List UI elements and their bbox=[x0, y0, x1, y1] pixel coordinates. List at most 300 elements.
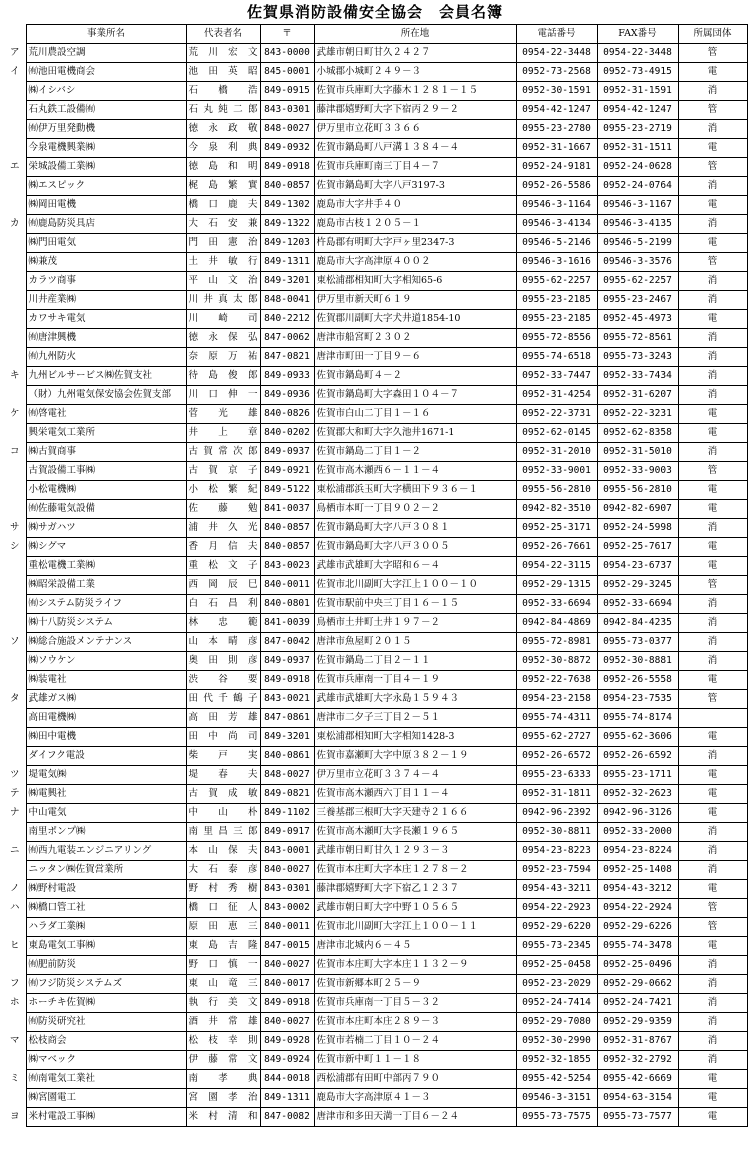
address: 佐賀市鍋島町大字森田１０４－７ bbox=[314, 386, 516, 405]
affiliation-group: 電 bbox=[678, 1089, 747, 1108]
address: 西松浦郡有田町中部丙７９０ bbox=[314, 1070, 516, 1089]
company-name: （財）九州電気保安協会佐賀支部 bbox=[26, 386, 186, 405]
representative-name: 大石安兼 bbox=[186, 215, 260, 234]
affiliation-group: 消 bbox=[678, 329, 747, 348]
fax-number: 0952-24-5998 bbox=[597, 519, 678, 538]
phone-number: 09546-5-2146 bbox=[516, 234, 597, 253]
address: 唐津市二夕子三丁目２－５１ bbox=[314, 709, 516, 728]
postal-code: 840-0011 bbox=[260, 576, 314, 595]
kana-index bbox=[4, 120, 26, 139]
postal-code: 849-0917 bbox=[260, 823, 314, 842]
fax-number: 0952-31-1591 bbox=[597, 82, 678, 101]
header-addr: 所在地 bbox=[314, 25, 516, 44]
kana-index: ホ bbox=[4, 994, 26, 1013]
representative-name: 古賀成敏 bbox=[186, 785, 260, 804]
representative-name: 柴戸実 bbox=[186, 747, 260, 766]
address: 佐賀市白山二丁目１－１６ bbox=[314, 405, 516, 424]
address: 佐賀市鍋島町八戸溝１３８４－４ bbox=[314, 139, 516, 158]
company-name: ㈲伊万里発動機 bbox=[26, 120, 186, 139]
postal-code: 840-0861 bbox=[260, 747, 314, 766]
phone-number: 0955-23-2185 bbox=[516, 291, 597, 310]
fax-number: 0954-23-6737 bbox=[597, 557, 678, 576]
postal-code: 849-0937 bbox=[260, 652, 314, 671]
phone-number: 0954-23-8223 bbox=[516, 842, 597, 861]
table-row bbox=[4, 158, 747, 177]
representative-name: 菅光雄 bbox=[186, 405, 260, 424]
affiliation-group: 管 bbox=[678, 158, 747, 177]
fax-number: 0952-25-7617 bbox=[597, 538, 678, 557]
kana-index bbox=[4, 310, 26, 329]
representative-name: 石丸純二郎 bbox=[186, 101, 260, 120]
representative-name: 池田英昭 bbox=[186, 63, 260, 82]
postal-code: 849-1102 bbox=[260, 804, 314, 823]
address: 佐賀市本庄町大字本庄１２７８－２ bbox=[314, 861, 516, 880]
postal-code: 849-1203 bbox=[260, 234, 314, 253]
fax-number: 0952-32-2623 bbox=[597, 785, 678, 804]
representative-name: 井上章 bbox=[186, 424, 260, 443]
table-row bbox=[4, 177, 747, 196]
kana-index bbox=[4, 481, 26, 500]
representative-name: 徳永政敬 bbox=[186, 120, 260, 139]
postal-code: 849-0937 bbox=[260, 443, 314, 462]
address: 鳥栖市本町一丁目９０２－２ bbox=[314, 500, 516, 519]
phone-number: 0955-74-4311 bbox=[516, 709, 597, 728]
fax-number: 0952-29-3245 bbox=[597, 576, 678, 595]
fax-number: 0954-42-1247 bbox=[597, 101, 678, 120]
address: 佐賀市鍋島町大字八戸3197-3 bbox=[314, 177, 516, 196]
affiliation-group: 消 bbox=[678, 595, 747, 614]
phone-number: 0952-31-1811 bbox=[516, 785, 597, 804]
address: 東松浦郡相知町大字相知1428-3 bbox=[314, 728, 516, 747]
fax-number: 0952-31-1511 bbox=[597, 139, 678, 158]
phone-number: 0952-33-7447 bbox=[516, 367, 597, 386]
affiliation-group: 消 bbox=[678, 994, 747, 1013]
representative-name: 重松文子 bbox=[186, 557, 260, 576]
phone-number: 0955-56-2810 bbox=[516, 481, 597, 500]
representative-name: 徳島和明 bbox=[186, 158, 260, 177]
representative-name: 川井真太郎 bbox=[186, 291, 260, 310]
fax-number: 0955-72-8561 bbox=[597, 329, 678, 348]
postal-code: 840-0027 bbox=[260, 1013, 314, 1032]
affiliation-group: 電 bbox=[678, 1070, 747, 1089]
postal-code: 849-0918 bbox=[260, 158, 314, 177]
affiliation-group: 消 bbox=[678, 291, 747, 310]
table-row bbox=[4, 443, 747, 462]
table-row bbox=[4, 937, 747, 956]
affiliation-group: 消 bbox=[678, 747, 747, 766]
kana-index: サ bbox=[4, 519, 26, 538]
phone-number: 09546-3-3151 bbox=[516, 1089, 597, 1108]
address: 武雄市武雄町大字昭和６－４ bbox=[314, 557, 516, 576]
kana-index: キ bbox=[4, 367, 26, 386]
fax-number: 0952-26-5558 bbox=[597, 671, 678, 690]
kana-index: フ bbox=[4, 975, 26, 994]
kana-index bbox=[4, 139, 26, 158]
phone-number: 0942-82-3510 bbox=[516, 500, 597, 519]
phone-number: 0955-62-2257 bbox=[516, 272, 597, 291]
address: 藤津郡嬉野町大字下宿丙２９－２ bbox=[314, 101, 516, 120]
affiliation-group: 電 bbox=[678, 310, 747, 329]
table-row bbox=[4, 253, 747, 272]
address: 佐賀市高木瀬西六丁目１１－４ bbox=[314, 785, 516, 804]
fax-number: 0952-31-5010 bbox=[597, 443, 678, 462]
address: 東松浦郡相知町大字相知65-6 bbox=[314, 272, 516, 291]
affiliation-group: 消 bbox=[678, 215, 747, 234]
company-name: 荒川農設空調 bbox=[26, 44, 186, 63]
table-row bbox=[4, 994, 747, 1013]
kana-index: イ bbox=[4, 63, 26, 82]
affiliation-group: 管 bbox=[678, 899, 747, 918]
representative-name: 待島俊郎 bbox=[186, 367, 260, 386]
postal-code: 840-0027 bbox=[260, 861, 314, 880]
address: 佐賀市兵庫町南三丁目４－７ bbox=[314, 158, 516, 177]
kana-index bbox=[4, 1013, 26, 1032]
table-row bbox=[4, 386, 747, 405]
fax-number: 0952-26-6592 bbox=[597, 747, 678, 766]
address: 伊万里市立花町３３７４－４ bbox=[314, 766, 516, 785]
table-row bbox=[4, 899, 747, 918]
phone-number: 0955-73-7575 bbox=[516, 1108, 597, 1127]
kana-index bbox=[4, 272, 26, 291]
postal-code: 843-0001 bbox=[260, 842, 314, 861]
fax-number: 0955-62-2257 bbox=[597, 272, 678, 291]
company-name: ㈱橋口管工社 bbox=[26, 899, 186, 918]
fax-number: 0954-22-2924 bbox=[597, 899, 678, 918]
phone-number: 0955-23-2185 bbox=[516, 310, 597, 329]
fax-number: 0952-31-8767 bbox=[597, 1032, 678, 1051]
table-row bbox=[4, 785, 747, 804]
affiliation-group: 電 bbox=[678, 405, 747, 424]
table-row bbox=[4, 215, 747, 234]
postal-code: 849-1322 bbox=[260, 215, 314, 234]
table-row bbox=[4, 690, 747, 709]
address: 鹿島市大字高津原４００２ bbox=[314, 253, 516, 272]
fax-number: 0942-96-3126 bbox=[597, 804, 678, 823]
postal-code: 849-1311 bbox=[260, 1089, 314, 1108]
phone-number: 0952-29-6220 bbox=[516, 918, 597, 937]
postal-code: 844-0018 bbox=[260, 1070, 314, 1089]
address: 鹿島市大字高津原４１－３ bbox=[314, 1089, 516, 1108]
address: 佐賀市嘉瀬町大字中原３８２－１９ bbox=[314, 747, 516, 766]
company-name: ㈲鹿島防災具店 bbox=[26, 215, 186, 234]
fax-number: 0952-25-0496 bbox=[597, 956, 678, 975]
table-row bbox=[4, 367, 747, 386]
affiliation-group: 管 bbox=[678, 101, 747, 120]
affiliation-group: 電 bbox=[678, 139, 747, 158]
table-row bbox=[4, 880, 747, 899]
company-name: 堤電気㈱ bbox=[26, 766, 186, 785]
phone-number: 0952-32-1855 bbox=[516, 1051, 597, 1070]
representative-name: 中山朴 bbox=[186, 804, 260, 823]
affiliation-group: 消 bbox=[678, 614, 747, 633]
address: 佐賀市若楠二丁目１０－２４ bbox=[314, 1032, 516, 1051]
header-name: 事業所名 bbox=[26, 25, 186, 44]
address: 鹿島市古枝１２０５－１ bbox=[314, 215, 516, 234]
kana-index bbox=[4, 234, 26, 253]
fax-number: 0952-32-2792 bbox=[597, 1051, 678, 1070]
postal-code: 847-0861 bbox=[260, 709, 314, 728]
table-row bbox=[4, 234, 747, 253]
fax-number: 0952-25-1408 bbox=[597, 861, 678, 880]
company-name: ㈱田中電機 bbox=[26, 728, 186, 747]
table-row bbox=[4, 310, 747, 329]
affiliation-group: 管 bbox=[678, 918, 747, 937]
company-name: ㈱ソウケン bbox=[26, 652, 186, 671]
phone-number: 0954-22-3448 bbox=[516, 44, 597, 63]
fax-number: 0952-31-6207 bbox=[597, 386, 678, 405]
company-name: ニッタン㈱佐賀営業所 bbox=[26, 861, 186, 880]
fax-number: 0952-62-8358 bbox=[597, 424, 678, 443]
company-name: ㈱兼茂 bbox=[26, 253, 186, 272]
representative-name: 平山文治 bbox=[186, 272, 260, 291]
phone-number: 0952-62-0145 bbox=[516, 424, 597, 443]
affiliation-group: 消 bbox=[678, 842, 747, 861]
company-name: ㈲西九電装エンジニアリング bbox=[26, 842, 186, 861]
table-row bbox=[4, 82, 747, 101]
fax-number: 0954-22-3448 bbox=[597, 44, 678, 63]
company-name: ㈱古賀商事 bbox=[26, 443, 186, 462]
table-row bbox=[4, 1108, 747, 1127]
table-row bbox=[4, 139, 747, 158]
phone-number: 0952-23-2029 bbox=[516, 975, 597, 994]
postal-code: 840-0826 bbox=[260, 405, 314, 424]
kana-index: ニ bbox=[4, 842, 26, 861]
postal-code: 847-0015 bbox=[260, 937, 314, 956]
company-name: ㈱電興社 bbox=[26, 785, 186, 804]
postal-code: 849-0928 bbox=[260, 1032, 314, 1051]
kana-index bbox=[4, 576, 26, 595]
kana-index bbox=[4, 595, 26, 614]
affiliation-group: 消 bbox=[678, 956, 747, 975]
address: 佐賀市兵庫南一丁目５－３２ bbox=[314, 994, 516, 1013]
company-name: ㈲システム防災ライフ bbox=[26, 595, 186, 614]
kana-index: ヒ bbox=[4, 937, 26, 956]
table-row bbox=[4, 1013, 747, 1032]
kana-index bbox=[4, 82, 26, 101]
address: 佐賀市鍋島町大字八戸３００５ bbox=[314, 538, 516, 557]
postal-code: 840-0011 bbox=[260, 918, 314, 937]
kana-index: マ bbox=[4, 1032, 26, 1051]
fax-number: 0952-30-8881 bbox=[597, 652, 678, 671]
fax-number: 0952-22-3231 bbox=[597, 405, 678, 424]
table-row bbox=[4, 557, 747, 576]
fax-number: 0954-23-7535 bbox=[597, 690, 678, 709]
affiliation-group: 電 bbox=[678, 804, 747, 823]
representative-name: 土井敏行 bbox=[186, 253, 260, 272]
company-name: ㈱岡田電機 bbox=[26, 196, 186, 215]
fax-number: 0955-56-2810 bbox=[597, 481, 678, 500]
phone-number: 0954-22-3115 bbox=[516, 557, 597, 576]
address: 佐賀市駅前中央三丁目１６－１５ bbox=[314, 595, 516, 614]
company-name: ㈱サガハツ bbox=[26, 519, 186, 538]
representative-name: 浦井久光 bbox=[186, 519, 260, 538]
kana-index bbox=[4, 918, 26, 937]
address: 佐賀市本庄町本庄２８９－３ bbox=[314, 1013, 516, 1032]
affiliation-group: 消 bbox=[678, 823, 747, 842]
representative-name: 野口慎一 bbox=[186, 956, 260, 975]
table-row bbox=[4, 709, 747, 728]
kana-index: エ bbox=[4, 158, 26, 177]
company-name: ㈱昭栄設備工業 bbox=[26, 576, 186, 595]
phone-number: 0955-73-2345 bbox=[516, 937, 597, 956]
address: 唐津市北城内６－４５ bbox=[314, 937, 516, 956]
phone-number: 0942-84-4869 bbox=[516, 614, 597, 633]
affiliation-group: 消 bbox=[678, 348, 747, 367]
affiliation-group: 電 bbox=[678, 766, 747, 785]
phone-number: 0952-29-1315 bbox=[516, 576, 597, 595]
table-row bbox=[4, 1051, 747, 1070]
affiliation-group: 電 bbox=[678, 424, 747, 443]
affiliation-group: 電 bbox=[678, 557, 747, 576]
postal-code: 849-3201 bbox=[260, 728, 314, 747]
phone-number: 0952-30-8872 bbox=[516, 652, 597, 671]
affiliation-group: 電 bbox=[678, 234, 747, 253]
company-name: ㈱野村電設 bbox=[26, 880, 186, 899]
fax-number: 0955-62-3606 bbox=[597, 728, 678, 747]
phone-number: 0954-22-2923 bbox=[516, 899, 597, 918]
postal-code: 849-0915 bbox=[260, 82, 314, 101]
representative-name: 川口伸一 bbox=[186, 386, 260, 405]
kana-index: ツ bbox=[4, 766, 26, 785]
representative-name: 古賀常次郎 bbox=[186, 443, 260, 462]
company-name: 九州ビルサービス㈱佐賀支社 bbox=[26, 367, 186, 386]
affiliation-group: 電 bbox=[678, 196, 747, 215]
fax-number: 0952-29-9359 bbox=[597, 1013, 678, 1032]
table-row bbox=[4, 576, 747, 595]
phone-number: 09546-3-1616 bbox=[516, 253, 597, 272]
kana-index bbox=[4, 728, 26, 747]
representative-name: 伊藤常文 bbox=[186, 1051, 260, 1070]
kana-index bbox=[4, 329, 26, 348]
postal-code: 840-0202 bbox=[260, 424, 314, 443]
phone-number: 0952-33-6694 bbox=[516, 595, 597, 614]
kana-index bbox=[4, 614, 26, 633]
representative-name: 門田憲治 bbox=[186, 234, 260, 253]
phone-number: 0952-31-1667 bbox=[516, 139, 597, 158]
fax-number: 0955-23-1711 bbox=[597, 766, 678, 785]
kana-index: ハ bbox=[4, 899, 26, 918]
company-name: 武雄ガス㈱ bbox=[26, 690, 186, 709]
representative-name: 香月信夫 bbox=[186, 538, 260, 557]
postal-code: 840-0801 bbox=[260, 595, 314, 614]
affiliation-group: 消 bbox=[678, 386, 747, 405]
table-row bbox=[4, 405, 747, 424]
kana-index: シ bbox=[4, 538, 26, 557]
fax-number: 0952-33-6694 bbox=[597, 595, 678, 614]
affiliation-group: 管 bbox=[678, 462, 747, 481]
table-row bbox=[4, 1070, 747, 1089]
kana-index: ケ bbox=[4, 405, 26, 424]
phone-number: 0942-96-2392 bbox=[516, 804, 597, 823]
header-tel: 電話番号 bbox=[516, 25, 597, 44]
fax-number: 0942-82-6907 bbox=[597, 500, 678, 519]
affiliation-group: 電 bbox=[678, 538, 747, 557]
fax-number: 09546-3-3576 bbox=[597, 253, 678, 272]
address: 藤津郡嬉野町大字下宿乙１２３７ bbox=[314, 880, 516, 899]
affiliation-group bbox=[678, 709, 747, 728]
affiliation-group: 消 bbox=[678, 519, 747, 538]
postal-code: 840-0027 bbox=[260, 956, 314, 975]
address: 佐賀市鍋島町４－２ bbox=[314, 367, 516, 386]
company-name: ㈱宮園電工 bbox=[26, 1089, 186, 1108]
phone-number: 0955-42-5254 bbox=[516, 1070, 597, 1089]
phone-number: 0952-25-0458 bbox=[516, 956, 597, 975]
affiliation-group: 消 bbox=[678, 443, 747, 462]
phone-number: 0952-73-2568 bbox=[516, 63, 597, 82]
address: 鹿島市大字井手４０ bbox=[314, 196, 516, 215]
kana-index: ヨ bbox=[4, 1108, 26, 1127]
representative-name: 古賀京子 bbox=[186, 462, 260, 481]
affiliation-group: 電 bbox=[678, 1108, 747, 1127]
postal-code: 849-0936 bbox=[260, 386, 314, 405]
representative-name: 堤春夫 bbox=[186, 766, 260, 785]
company-name: ハラダ工業㈱ bbox=[26, 918, 186, 937]
phone-number: 0952-26-7661 bbox=[516, 538, 597, 557]
phone-number: 09546-3-1164 bbox=[516, 196, 597, 215]
fax-number: 09546-3-1167 bbox=[597, 196, 678, 215]
postal-code: 847-0821 bbox=[260, 348, 314, 367]
company-name: 古賀設備工事㈱ bbox=[26, 462, 186, 481]
header-row bbox=[4, 25, 747, 44]
postal-code: 849-0924 bbox=[260, 1051, 314, 1070]
affiliation-group: 電 bbox=[678, 785, 747, 804]
table-row bbox=[4, 424, 747, 443]
table-row bbox=[4, 804, 747, 823]
affiliation-group: 消 bbox=[678, 272, 747, 291]
header-rep: 代表者名 bbox=[186, 25, 260, 44]
address: 三養基郡三根町大字天建寺２１６６ bbox=[314, 804, 516, 823]
table-row bbox=[4, 747, 747, 766]
fax-number: 0954-43-3212 bbox=[597, 880, 678, 899]
phone-number: 0952-26-5586 bbox=[516, 177, 597, 196]
affiliation-group: 消 bbox=[678, 861, 747, 880]
table-row bbox=[4, 519, 747, 538]
address: 佐賀郡大和町大字久池井1671-1 bbox=[314, 424, 516, 443]
affiliation-group: 電 bbox=[678, 880, 747, 899]
table-row bbox=[4, 462, 747, 481]
table-row bbox=[4, 1032, 747, 1051]
representative-name: 奈原万祐 bbox=[186, 348, 260, 367]
postal-code: 847-0062 bbox=[260, 329, 314, 348]
address: 唐津市魚屋町２０１５ bbox=[314, 633, 516, 652]
postal-code: 849-0933 bbox=[260, 367, 314, 386]
table-row bbox=[4, 595, 747, 614]
fax-number: 0955-73-3243 bbox=[597, 348, 678, 367]
representative-name: 西岡辰巳 bbox=[186, 576, 260, 595]
company-name: ㈲池田電機商会 bbox=[26, 63, 186, 82]
company-name: 興栄電気工業所 bbox=[26, 424, 186, 443]
page-title: 佐賀県消防設備安全協会 会員名簿 bbox=[246, 3, 503, 21]
postal-code: 847-0082 bbox=[260, 1108, 314, 1127]
representative-name: 橋口鹿夫 bbox=[186, 196, 260, 215]
representative-name: 林忠範 bbox=[186, 614, 260, 633]
address: 武雄市朝日町大字中野１０５６５ bbox=[314, 899, 516, 918]
fax-number: 0952-73-4915 bbox=[597, 63, 678, 82]
phone-number: 0954-43-3211 bbox=[516, 880, 597, 899]
representative-name: 佐藤勉 bbox=[186, 500, 260, 519]
header-group: 所属団体 bbox=[678, 25, 747, 44]
phone-number: 0952-22-3731 bbox=[516, 405, 597, 424]
postal-code: 843-0000 bbox=[260, 44, 314, 63]
representative-name: 本山保夫 bbox=[186, 842, 260, 861]
company-name: ㈱十八防災システム bbox=[26, 614, 186, 633]
phone-number: 0952-30-8811 bbox=[516, 823, 597, 842]
company-name: ㈲フジ防災システムズ bbox=[26, 975, 186, 994]
affiliation-group: 消 bbox=[678, 1013, 747, 1032]
fax-number: 0955-73-0377 bbox=[597, 633, 678, 652]
kana-index bbox=[4, 956, 26, 975]
phone-number: 0955-23-2780 bbox=[516, 120, 597, 139]
